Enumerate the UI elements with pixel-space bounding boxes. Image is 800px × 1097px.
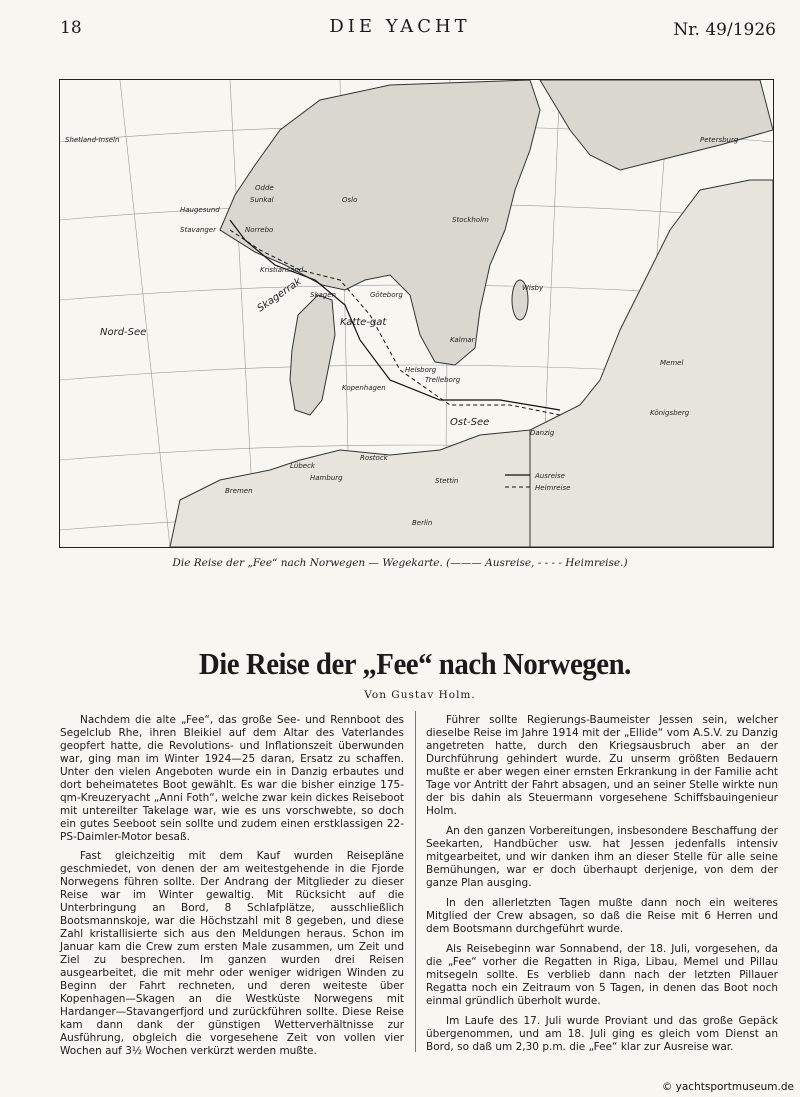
article-column-left xyxy=(60,714,404,1064)
label-oslo: Oslo xyxy=(342,196,358,204)
map-canvas xyxy=(60,80,773,547)
label-trelleborg: Trelleborg xyxy=(425,376,461,384)
label-goteborg: Göteborg xyxy=(370,291,403,299)
paragraph: Nachdem die alte „Fee“, das große See- und Rennboot des Segelclub Rhe, ihren Bleikiel auf dem Altar des Vaterlandes geopfert hatte, die Revolutions- und Inflationszeit überwunden war, ging man im Winter 1924—25 daran, Ersatz zu schaffen. Unter den vielen Angeboten wurde ein in Danzig erbautes und dort beheimatetes Boot gewählt. Es war die bisher einzige 175-qm-Kreuzeryacht „Anni Foth“, welche zwar kein dickes Reiseboot mit untereilter Takelage war, wie es uns vorschwebte, so doch ein gutes Seeboot sein sollte und zudem einen erstklassigen 22-PS-Daimler-Motor besaß. xyxy=(60,714,404,843)
label-danzig: Danzig xyxy=(530,429,555,437)
column-divider xyxy=(415,711,416,1052)
denmark-landmass xyxy=(290,295,335,415)
article-column-right xyxy=(426,714,778,1061)
label-nordsee: Nord-See xyxy=(100,327,147,338)
paragraph: Im Laufe des 17. Juli wurde Proviant und das große Gepäck übergenommen, und am 18. Juli ging es gleich vom Dienst an Bord, so daß um 2,30 p.m. die „Fee“ klar zur Ausreise war. xyxy=(426,1015,778,1053)
label-shetland: Shetland-Inseln xyxy=(65,136,120,144)
paragraph: Als Reisebeginn war Sonnabend, der 18. Juli, vorgesehen, da die „Fee“ vorher die Regatten in Riga, Libau, Memel und Pillau mitsegeln sollte. Es verblieb dann nach der letzten Pillauer Regatta noch ein Zeitraum von 5 Tagen, in denen das Boot noch einmal gründlich überholt wurde. xyxy=(426,943,778,1007)
issue-number: Nr. 49/1926 xyxy=(673,20,776,40)
label-haugesund: Haugesund xyxy=(180,206,220,214)
label-rostock: Rostock xyxy=(360,454,388,462)
label-lubeck: Lübeck xyxy=(290,462,315,470)
watermark: © yachtsportmuseum.de xyxy=(661,1081,794,1093)
label-wisby: Wisby xyxy=(522,284,544,292)
paragraph: In den allerletzten Tagen mußte dann noch ein weiteres Mitglied der Crew absagen, so daß die Reise mit 6 Herren und dem Bootsmann durchgeführt wurde. xyxy=(426,897,778,935)
germany-landmass xyxy=(170,430,530,547)
label-memel: Memel xyxy=(660,359,684,367)
legend-outbound-label: Ausreise xyxy=(535,472,565,480)
label-bremen: Bremen xyxy=(225,487,253,495)
label-kattegat: Katte-gat xyxy=(340,317,387,328)
label-stavanger: Stavanger xyxy=(180,226,216,234)
label-stettin: Stettin xyxy=(435,477,459,485)
paragraph: Fast gleichzeitig mit dem Kauf wurden Reisepläne geschmiedet, von denen der am weitestgehende in die Fjorde Norwegens führen sollte. Der Andrang der Mitglieder zu dieser Reise war im Winter gewaltig. Mit Rücksicht auf die Unterbringung an Bord, 8 Schlafplätze, ausschließlich Bootsmannskoje, war die Höchstzahl mit 8 gegeben, und diese Zahl kristallisierte sich aus den Meldungen heraus. Schon im Januar kam die Crew zum ersten Male zusammen, um Zeit und Ziel zu besprechen. Im ganzen wurden drei Reisen ausgearbeitet, die mit mehr oder weniger widrigen Winden zu Beginn der Fahrt rechneten, und deren weiteste über Kopenhagen—Skagen an die Westküste Norwegens mit Hardanger—Stavangerfjord und zurückführen sollte. Diese Reise kam dann dank der günstigen Wetterverhältnisse zur Ausführung, obgleich die vorgesehene Zeit von vollen vier Wochen auf 3½ Wochen verkürzt werden mußte. xyxy=(60,850,404,1057)
magazine-title: DIE YACHT xyxy=(329,16,471,37)
label-norrebo: Norrebo xyxy=(245,226,274,234)
page-header xyxy=(0,0,800,40)
article-byline: Von Gustav Holm. xyxy=(364,689,476,701)
label-konigsberg: Königsberg xyxy=(650,409,690,417)
label-petersburg: Petersburg xyxy=(700,136,739,144)
label-kristiansand: Kristiansand xyxy=(260,266,304,274)
label-kalmar: Kalmar xyxy=(450,336,475,344)
label-helsborg: Helsborg xyxy=(405,366,437,374)
label-odde: Odde xyxy=(255,184,274,192)
label-berlin: Berlin xyxy=(412,519,433,527)
page-number: 18 xyxy=(60,18,82,38)
label-skagerrak: Skagerrak xyxy=(255,276,304,315)
label-hamburg: Hamburg xyxy=(310,474,343,482)
route-map xyxy=(59,79,774,548)
label-ostsee: Ost-See xyxy=(450,417,490,428)
paragraph: An den ganzen Vorbereitungen, insbesondere Beschaffung der Seekarten, Handbücher usw. hat Jessen jedenfalls intensiv mitgearbeitet, und wir danken ihm an dieser Stelle für alle seine Bemühungen, war er doch überhaupt derjenige, von dem der ganze Plan ausging. xyxy=(426,825,778,889)
paragraph: Führer sollte Regierungs-Baumeister Jessen sein, welcher dieselbe Reise im Jahre 1914 mit der „Ellide“ vom A.S.V. zu Danzig angetreten hatte, durch den Kriegsausbruch aber an der Durchführung gehindert wurde. Zu unserm größten Bedauern mußte er aber wegen einer ernsten Erkrankung in der Familie acht Tage vor Antritt der Fahrt absagen, und an seiner Stelle wirkte nun der bis dahin als Steuermann vorgesehene Schiffsbauingenieur Holm. xyxy=(426,714,778,817)
label-stockholm: Stockholm xyxy=(452,216,489,224)
label-skagen: Skagen xyxy=(310,291,336,299)
map-caption: Die Reise der „Fee“ nach Norwegen — Wegekarte. (——— Ausreise, - - - - Heimreise.) xyxy=(172,557,628,569)
article-title: Die Reise der „Fee“ nach Norwegen. xyxy=(198,646,631,681)
finland-landmass xyxy=(540,80,773,170)
legend-return-label: Heimreise xyxy=(535,484,571,492)
label-kopenhagen: Kopenhagen xyxy=(342,384,386,392)
label-sunkal: Sunkal xyxy=(250,196,274,204)
